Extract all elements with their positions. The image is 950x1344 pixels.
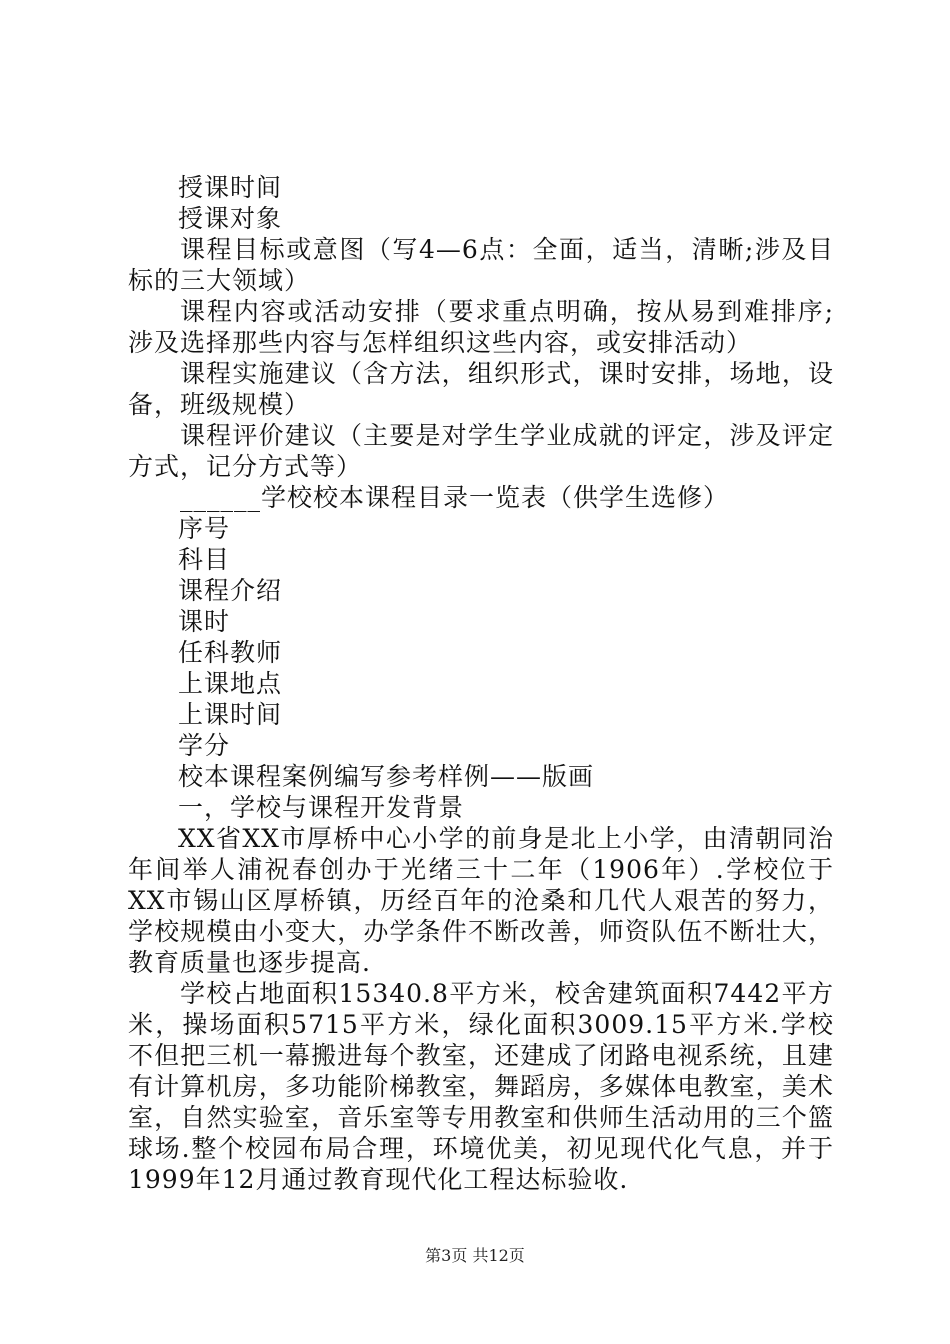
paragraph-subject: 科目 [178, 545, 231, 574]
document-body [128, 172, 834, 1195]
paragraph-credits: 学分 [178, 731, 231, 760]
paragraph-serial-number: 序号 [178, 514, 231, 543]
paragraph-schedule: 上课时间 [178, 700, 283, 729]
paragraph-teaching-target: 授课对象 [178, 204, 283, 233]
paragraph-school-facilities: 学校占地面积15340.8平方米，校舍建筑面积7442平方米，操场面积5715平方米，绿化面积3009.15平方米.学校不但把三机一幕搬进每个教室，还建成了闭路电视系统，且建有计算机房，多功能阶梯教室，舞蹈房，多媒体电教室，美术室，自然实验室，音乐室等专用教室和供师生活动用的三个篮球场.整个校园布局合理，环境优美，初见现代化气息，并于1999年12月通过教育现代化工程达标验收. [128, 979, 834, 1194]
paragraph-example-title: 校本课程案例编写参考样例——版画 [178, 762, 595, 791]
paragraph-course-intro: 课程介绍 [178, 576, 283, 605]
paragraph-school-history: XX省XX市厚桥中心小学的前身是北上小学，由清朝同治年间举人浦祝春创办于光绪三十二年（1906年）.学校位于XX市锡山区厚桥镇，历经百年的沧桑和几代人艰苦的努力，学校规模由小变大，办学条件不断改善，师资队伍不断壮大，教育质量也逐步提高. [128, 824, 834, 977]
paragraph-evaluation: 课程评价建议（主要是对学生学业成就的评定，涉及评定方式，记分方式等） [128, 421, 834, 481]
paragraph-class-hours: 课时 [178, 607, 231, 636]
paragraph-teacher: 任科教师 [178, 638, 283, 667]
paragraph-course-content: 课程内容或活动安排（要求重点明确，按从易到难排序;涉及选择那些内容与怎样组织这些内容，或安排活动） [128, 297, 834, 357]
paragraph-implementation: 课程实施建议（含方法，组织形式，课时安排，场地，设备，班级规模） [128, 359, 834, 419]
paragraph-location: 上课地点 [178, 669, 283, 698]
paragraph-catalog-title: ______学校校本课程目录一览表（供学生选修） [180, 483, 730, 512]
paragraph-teaching-time: 授课时间 [178, 173, 283, 202]
page-number-footer: 第3页 共12页 [425, 1246, 525, 1265]
paragraph-course-goals: 课程目标或意图（写4—6点：全面，适当，清晰;涉及目标的三大领域） [128, 235, 834, 295]
section-heading-background: 一，学校与课程开发背景 [178, 793, 465, 822]
